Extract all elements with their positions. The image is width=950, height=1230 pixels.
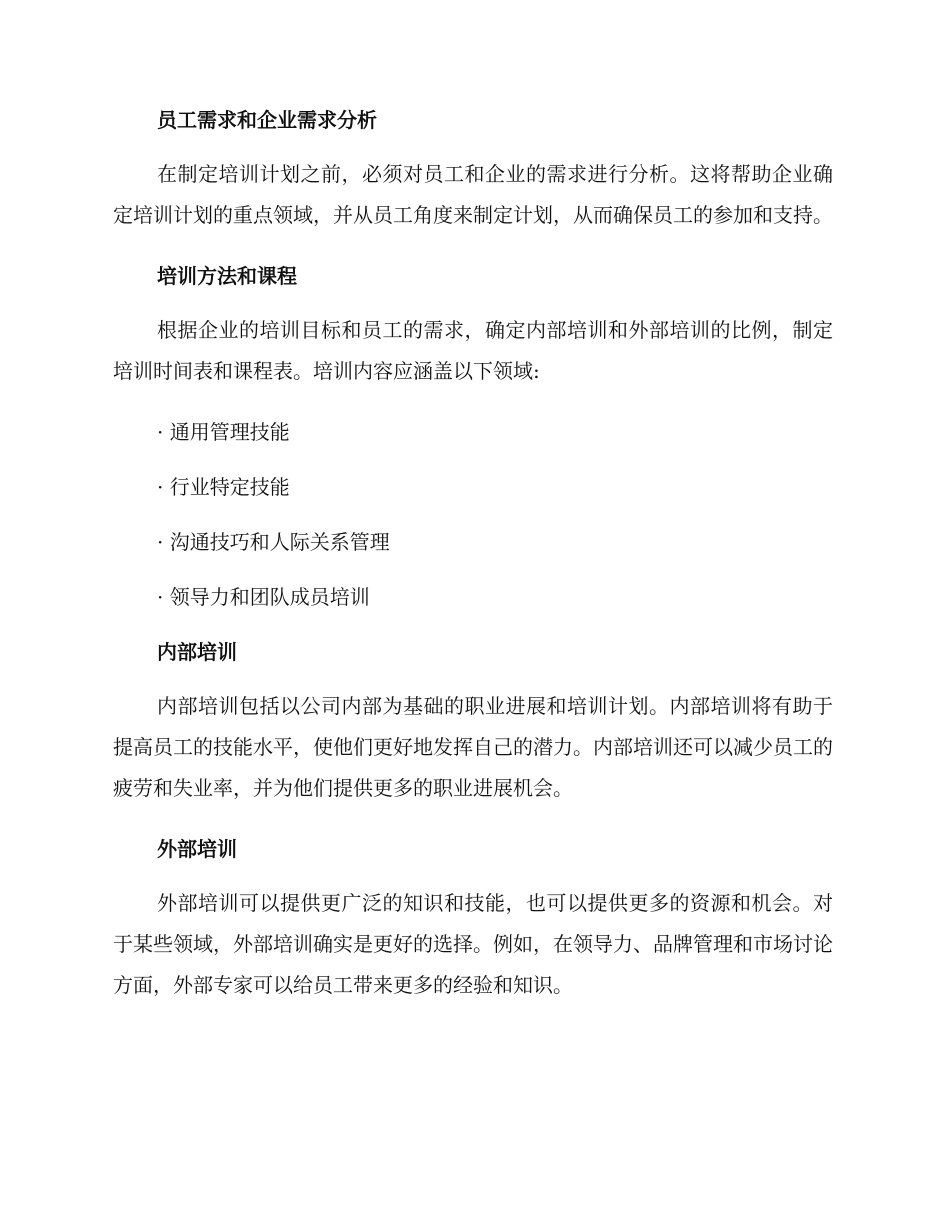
section-paragraph: 根据企业的培训目标和员工的需求，确定内部培训和外部培训的比例，制定培训时间表和课程表。培训内容应涵盖以下领域: <box>113 318 833 383</box>
section-heading: 外部培训 <box>157 837 237 861</box>
list-item: · 沟通技巧和人际关系管理 <box>157 530 390 554</box>
document-body <box>113 106 833 1006</box>
section-heading: 员工需求和企业需求分析 <box>157 108 377 132</box>
list-item: · 行业特定技能 <box>157 475 290 499</box>
section-heading: 内部培训 <box>157 640 237 664</box>
section-heading: 培训方法和课程 <box>157 264 297 288</box>
section-paragraph: 外部培训可以提供更广泛的知识和技能，也可以提供更多的资源和机会。对于某些领域，外部培训确实是更好的选择。例如，在领导力、品牌管理和市场讨论方面，外部专家可以给员工带来更多的经验和知识。 <box>113 891 833 997</box>
list-item: · 领导力和团队成员培训 <box>157 585 370 609</box>
list-item: · 通用管理技能 <box>157 420 290 444</box>
section-paragraph: 在制定培训计划之前，必须对员工和企业的需求进行分析。这将帮助企业确定培训计划的重点领域，并从员工角度来制定计划，从而确保员工的参加和支持。 <box>113 162 833 227</box>
section-paragraph: 内部培训包括以公司内部为基础的职业进展和培训计划。内部培训将有助于提高员工的技能水平，使他们更好地发挥自己的潜力。内部培训还可以减少员工的疲劳和失业率，并为他们提供更多的职业进展机会。 <box>113 694 833 800</box>
